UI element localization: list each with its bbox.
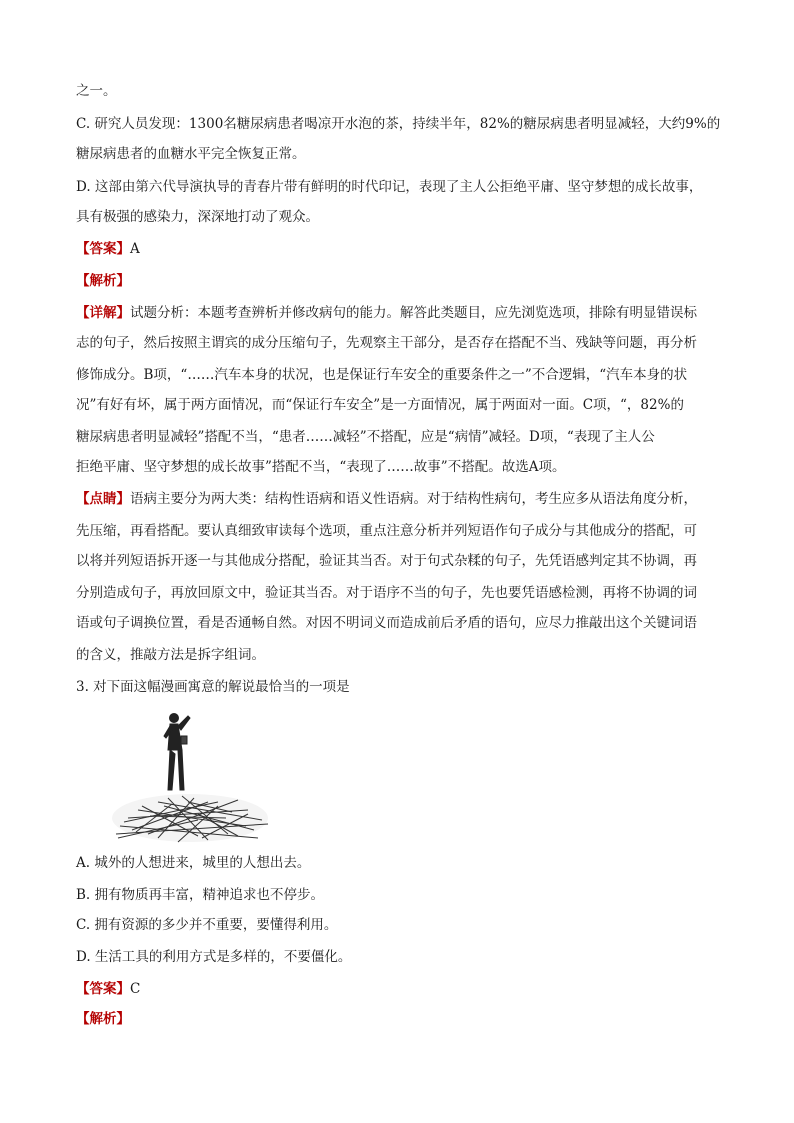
detail-text: 试题分析：本题考查辨析并修改病句的能力。解答此类题目，应先浏览选项，排除有明显错误标 [130,305,697,321]
option-d: D. 生活工具的利用方式是多样的，不要僵化。 [76,949,352,965]
answer-line [76,240,140,258]
question-3-stem: 3. 对下面这幅漫画寓意的解说最恰当的一项是 [76,679,350,695]
answer-tag: 【答案】 [76,981,130,997]
analysis-tag: 【解析】 [76,273,130,289]
cartoon-illustration [98,706,278,846]
point-tag: 【点睛】 [76,491,130,507]
detail-line-6: 拒绝平庸、坚守梦想的成长故事”搭配不当，“表现了……故事”不搭配。故选A项。 [76,459,566,475]
detail-line-1 [76,304,697,322]
point-line-6: 的含义，推敲方法是拆字组词。 [76,647,265,663]
option-c-line-1: C. 研究人员发现：1300名糖尿病患者喝凉开水泡的茶，持续半年，82%的糖尿病患者明显减轻，大约9%的 [76,116,721,132]
detail-line-3: 修饰成分。B项，“……汽车本身的状况，也是保证行车安全的重要条件之一”不合逻辑，“汽车本身的状 [76,367,688,383]
answer-tag: 【答案】 [76,241,130,257]
point-line-2: 先压缩，再看搭配。要认真细致审读每个选项，重点注意分析并列短语作句子成分与其他成分的搭配，可 [76,523,697,539]
answer-value: C [130,981,141,997]
point-text: 语病主要分为两大类：结构性语病和语义性语病。对于结构性病句，考生应多从语法角度分析， [130,491,697,507]
point-line-5: 语或句子调换位置，看是否通畅自然。对因不明词义而造成前后矛盾的语句，应尽力推敲出这个关键词语 [76,615,697,631]
detail-line-2: 志的句子，然后按照主谓宾的成分压缩句子，先观察主干部分，是否存在搭配不当、残缺等问题，再分析 [76,335,697,351]
detail-line-4: 况”有好有坏，属于两方面情况，而“保证行车安全”是一方面情况，属于两面对一面。C项，“，82%的 [76,397,684,413]
analysis-line-2 [76,1010,130,1028]
option-d-line-2: 具有极强的感染力，深深地打动了观众。 [76,209,319,225]
text-line: 之一。 [76,83,117,99]
point-line-1 [76,490,697,508]
answer-line-2 [76,980,140,998]
point-line-4: 分别造成句子，再放回原文中，验证其当否。对于语序不当的句子，先也要凭语感检测，再将不协调的词 [76,585,697,601]
detail-line-5: 糖尿病患者明显减轻”搭配不当，“患者……减轻”不搭配，应是“病情”减轻。D项，“表现了主人公 [76,429,655,445]
stick-pile-icon [112,794,268,842]
standing-man-icon [164,714,190,791]
analysis-line [76,272,130,290]
point-line-3: 以将并列短语拆开逐一与其他成分搭配，验证其当否。对于句式杂糅的句子，先凭语感判定其不协调，再 [76,553,697,569]
option-d-line-1: D. 这部由第六代导演执导的青春片带有鲜明的时代印记，表现了主人公拒绝平庸、坚守梦想的成长故事， [76,179,703,195]
answer-value: A [130,241,140,257]
option-b: B. 拥有物质再丰富，精神追求也不停步。 [76,887,325,903]
option-a: A. 城外的人想进来，城里的人想出去。 [76,855,311,871]
option-c-line-2: 糖尿病患者的血糖水平完全恢复正常。 [76,146,306,162]
analysis-tag: 【解析】 [76,1011,130,1027]
detail-tag: 【详解】 [76,305,130,321]
option-c: C. 拥有资源的多少并不重要，要懂得利用。 [76,917,338,933]
